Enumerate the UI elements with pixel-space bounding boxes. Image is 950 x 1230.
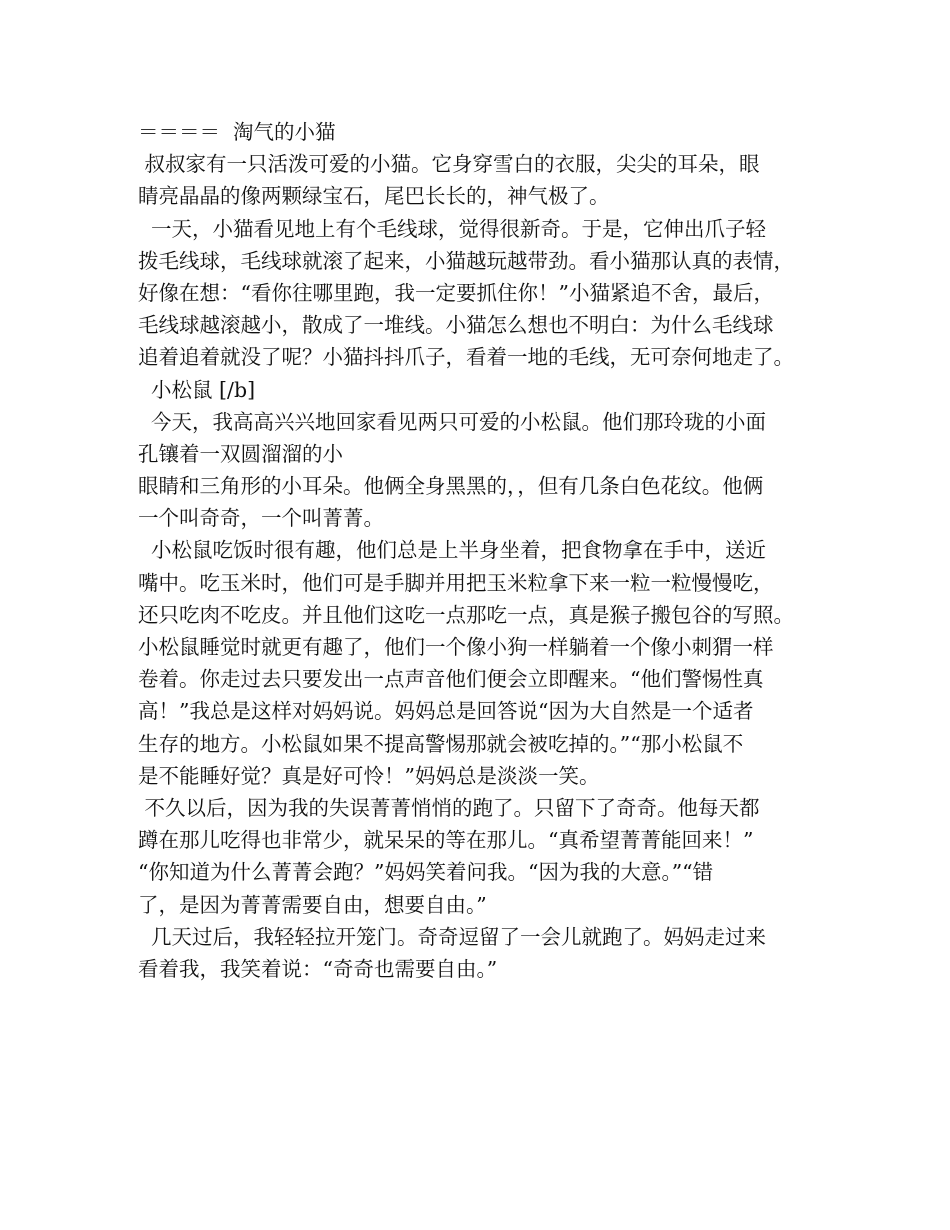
text-line: 睛亮晶晶的像两颗绿宝石，尾巴长长的，神气极了。: [138, 184, 610, 209]
section-heading: ＝＝＝＝ 淘气的小猫: [138, 120, 336, 144]
text-line: 拨毛线球，毛线球就滚了起来，小猫越玩越带劲。看小猫那认真的表情，: [138, 248, 794, 273]
text-line: 眼睛和三角形的小耳朵。他俩全身黑黑的，，但有几条白色花纹。他俩: [138, 474, 764, 499]
text-line: 看着我，我笑着说：“奇奇也需要自由。”: [138, 956, 498, 981]
text-line: 蹲在那儿吃得也非常少，就呆呆的等在那儿。“真希望菁菁能回来！”: [138, 828, 754, 853]
text-line: 嘴中。吃玉米时，他们可是手脚并用把玉米粒拿下来一粒一粒慢慢吃，: [138, 570, 774, 595]
text-line: 不久以后，因为我的失误菁菁悄悄的跑了。只留下了奇奇。他每天都: [138, 795, 760, 820]
text-line: 几天过后，我轻轻拉开笼门。奇奇逗留了一会儿就跑了。妈妈走过来: [138, 924, 767, 949]
text-line: 好像在想：“看你往哪里跑，我一定要抓住你！”小猫紧追不舍，最后，: [138, 280, 774, 305]
text-line: 小松鼠睡觉时就更有趣了，他们一个像小狗一样躺着一个像小刺猬一样: [138, 635, 774, 659]
document-body: [138, 116, 838, 985]
text-line: 了，是因为菁菁需要自由，想要自由。”: [138, 892, 487, 917]
text-line: 今天，我高高兴兴地回家看见两只可爱的小松鼠。他们那玲珑的小面: [138, 409, 767, 434]
text-line: 生存的地方。小松鼠如果不提高警惕那就会被吃掉的。”“那小松鼠不: [138, 731, 744, 756]
text-line: 毛线球越滚越小，散成了一堆线。小猫怎么想也不明白：为什么毛线球: [138, 313, 774, 338]
text-line: 卷着。你走过去只要发出一点声音他们便会立即醒来。“他们警惕性真: [138, 667, 764, 692]
text-line: 孔镶着一双圆溜溜的小: [138, 441, 343, 466]
text-line: 追着追着就没了呢？小猫抖抖爪子，看着一地的毛线，无可奈何地走了。: [138, 345, 794, 370]
text-line: 一天，小猫看见地上有个毛线球，觉得很新奇。于是，它伸出爪子轻: [138, 216, 767, 241]
text-line: 叔叔家有一只活泼可爱的小猫。它身穿雪白的衣服，尖尖的耳朵，眼: [138, 152, 760, 177]
text-line: 是不能睡好觉？真是好可怜！”妈妈总是淡淡一笑。: [138, 763, 600, 788]
text-line: “你知道为什么菁菁会跑？”妈妈笑着问我。“因为我的大意。”“错: [138, 860, 714, 885]
section-heading: 小松鼠 [/b]: [138, 377, 256, 402]
text-line: 一个叫奇奇，一个叫菁菁。: [138, 506, 384, 531]
text-line: 还只吃肉不吃皮。并且他们这吃一点那吃一点，真是猴子搬包谷的写照。: [138, 602, 794, 627]
text-line: 高！”我总是这样对妈妈说。妈妈总是回答说“因为大自然是一个适者: [138, 699, 754, 724]
text-line: 小松鼠吃饭时很有趣，他们总是上半身坐着，把食物拿在手中，送近: [138, 538, 767, 563]
